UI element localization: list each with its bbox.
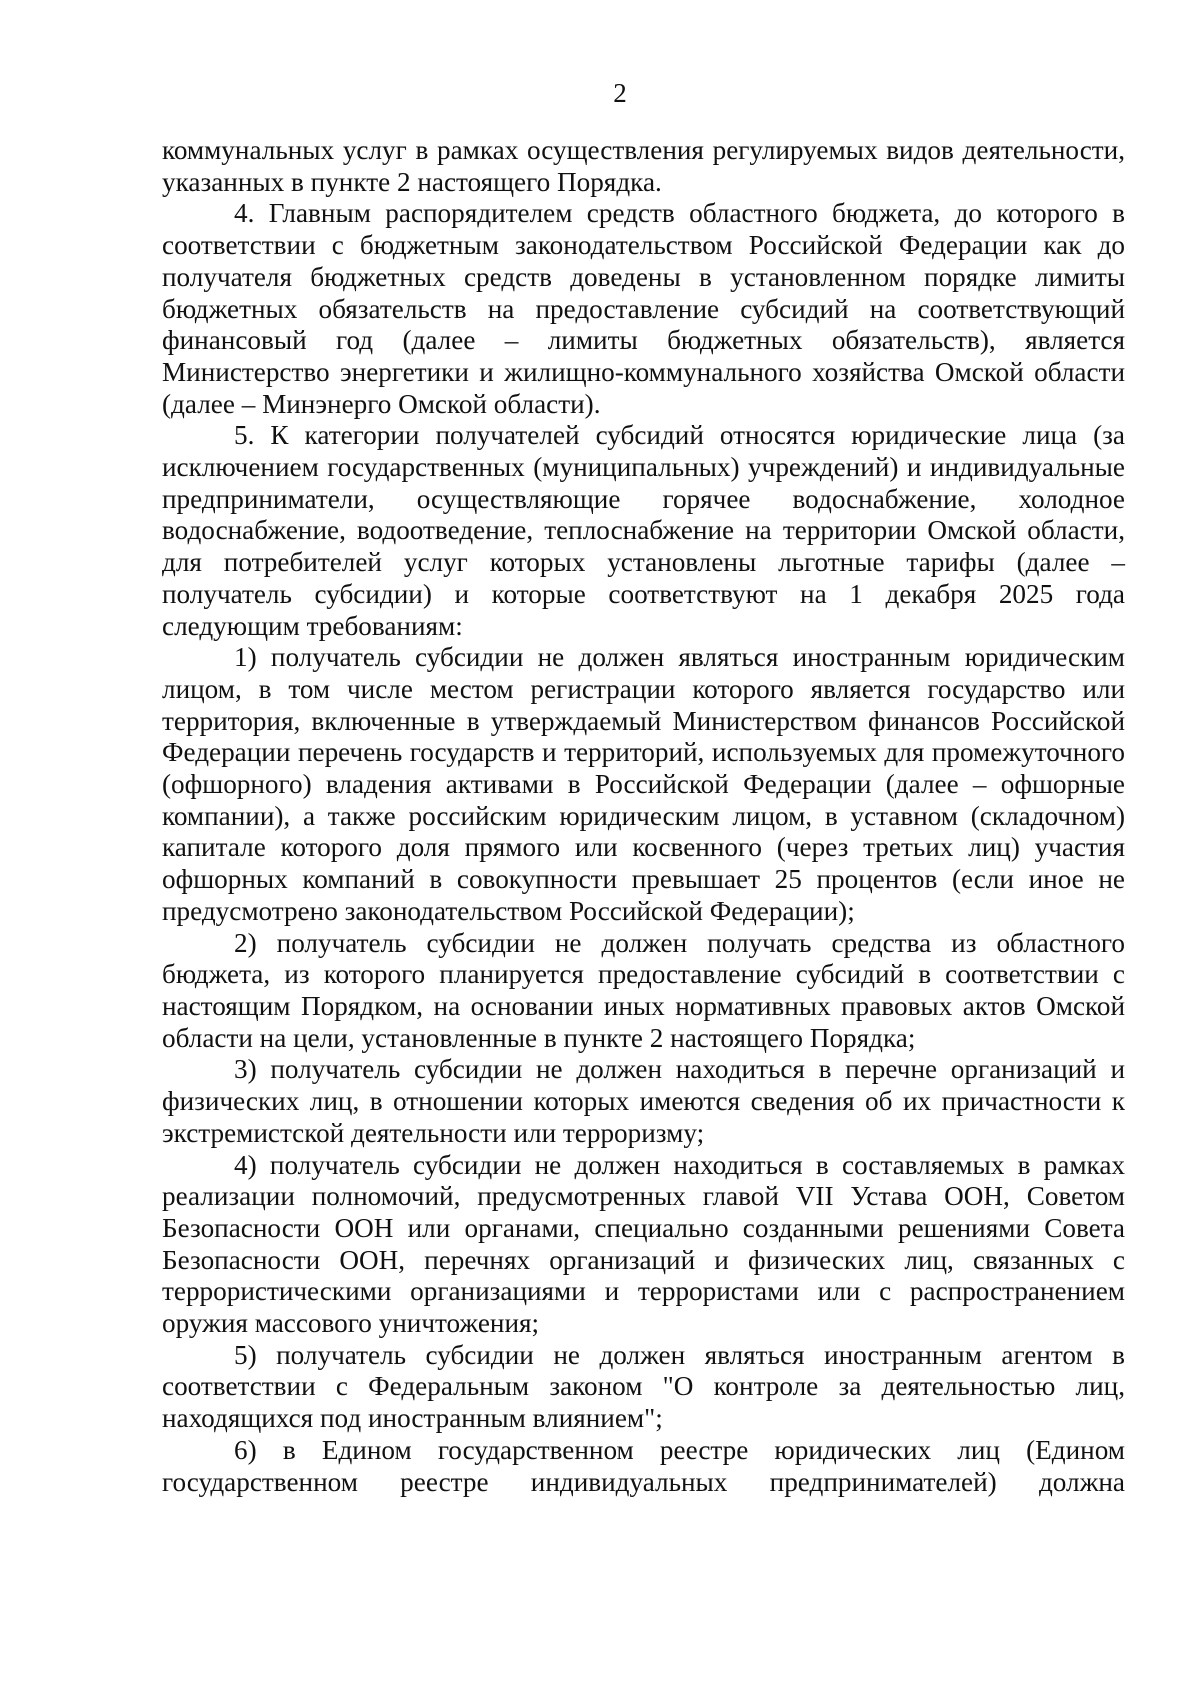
paragraph-item-5: 5. К категории получателей субсидий относятся юридические лица (за исключением государственных (муниципальных) учреждений) и индивидуальные предприниматели, осуществляющие горячее водоснабжение, холодное водоснабжение, водоотведение, теплоснабжение на территории Омской области, для потребителей услуг которых установлены льготные тарифы (далее – получатель субсидии) и которые соответствуют на 1 декабря 2025 года следующим требованиям: [162,420,1125,641]
requirement-item-6: 6) в Едином государственном реестре юридических лиц (Едином государственном реестре индивидуальных предпринимателей) должна [162,1434,1125,1497]
requirement-item-1: 1) получатель субсидии не должен являться иностранным юридическим лицом, в том числе местом регистрации которого является государство или территория, включенные в утверждаемый Министерством финансов Российской Федерации перечень государств и территорий, используемых для промежуточного (офшорного) владения активами в Российской Федерации (далее – офшорные компании), а также российским юридическим лицом, в уставном (складочном) капитале которого доля прямого или косвенного (через третьих лиц) участия офшорных компаний в совокупности превышает 25 процентов (если иное не предусмотрено законодательством Российской Федерации); [162,642,1125,926]
requirement-item-5: 5) получатель субсидии не должен являться иностранным агентом в соответствии с Федеральным законом "О контроле за деятельностью лиц, находящихся под иностранным влиянием"; [162,1339,1125,1434]
page-number: 2 [613,78,627,108]
document-body [162,135,1125,1498]
requirement-item-2: 2) получатель субсидии не должен получать средства из областного бюджета, из которого планируется предоставление субсидий в соответствии с настоящим Порядком, на основании иных нормативных правовых актов Омской области на цели, установленные в пункте 2 настоящего Порядка; [162,927,1125,1053]
paragraph-continuation: коммунальных услуг в рамках осуществления регулируемых видов деятельности, указанных в пункте 2 настоящего Порядка. [162,135,1125,197]
requirement-item-3: 3) получатель субсидии не должен находиться в перечне организаций и физических лиц, в отношении которых имеются сведения об их причастности к экстремистской деятельности или терроризму; [162,1054,1125,1148]
requirement-item-4: 4) получатель субсидии не должен находиться в составляемых в рамках реализации полномочий, предусмотренных главой VII Устава ООН, Советом Безопасности ООН или органами, специально созданными решениями Совета Безопасности ООН, перечнях организаций и физических лиц, связанных с террористическими организациями и террористами или с распространением оружия массового уничтожения; [162,1149,1125,1339]
paragraph-item-4: 4. Главным распорядителем средств областного бюджета, до которого в соответствии с бюджетным законодательством Российской Федерации как до получателя бюджетных средств доведены в установленном порядке лимиты бюджетных обязательств на предоставление субсидий на соответствующий финансовый год (далее – лимиты бюджетных обязательств), является Министерство энергетики и жилищно-коммунального хозяйства Омской области (далее – Минэнерго Омской области). [162,198,1125,419]
